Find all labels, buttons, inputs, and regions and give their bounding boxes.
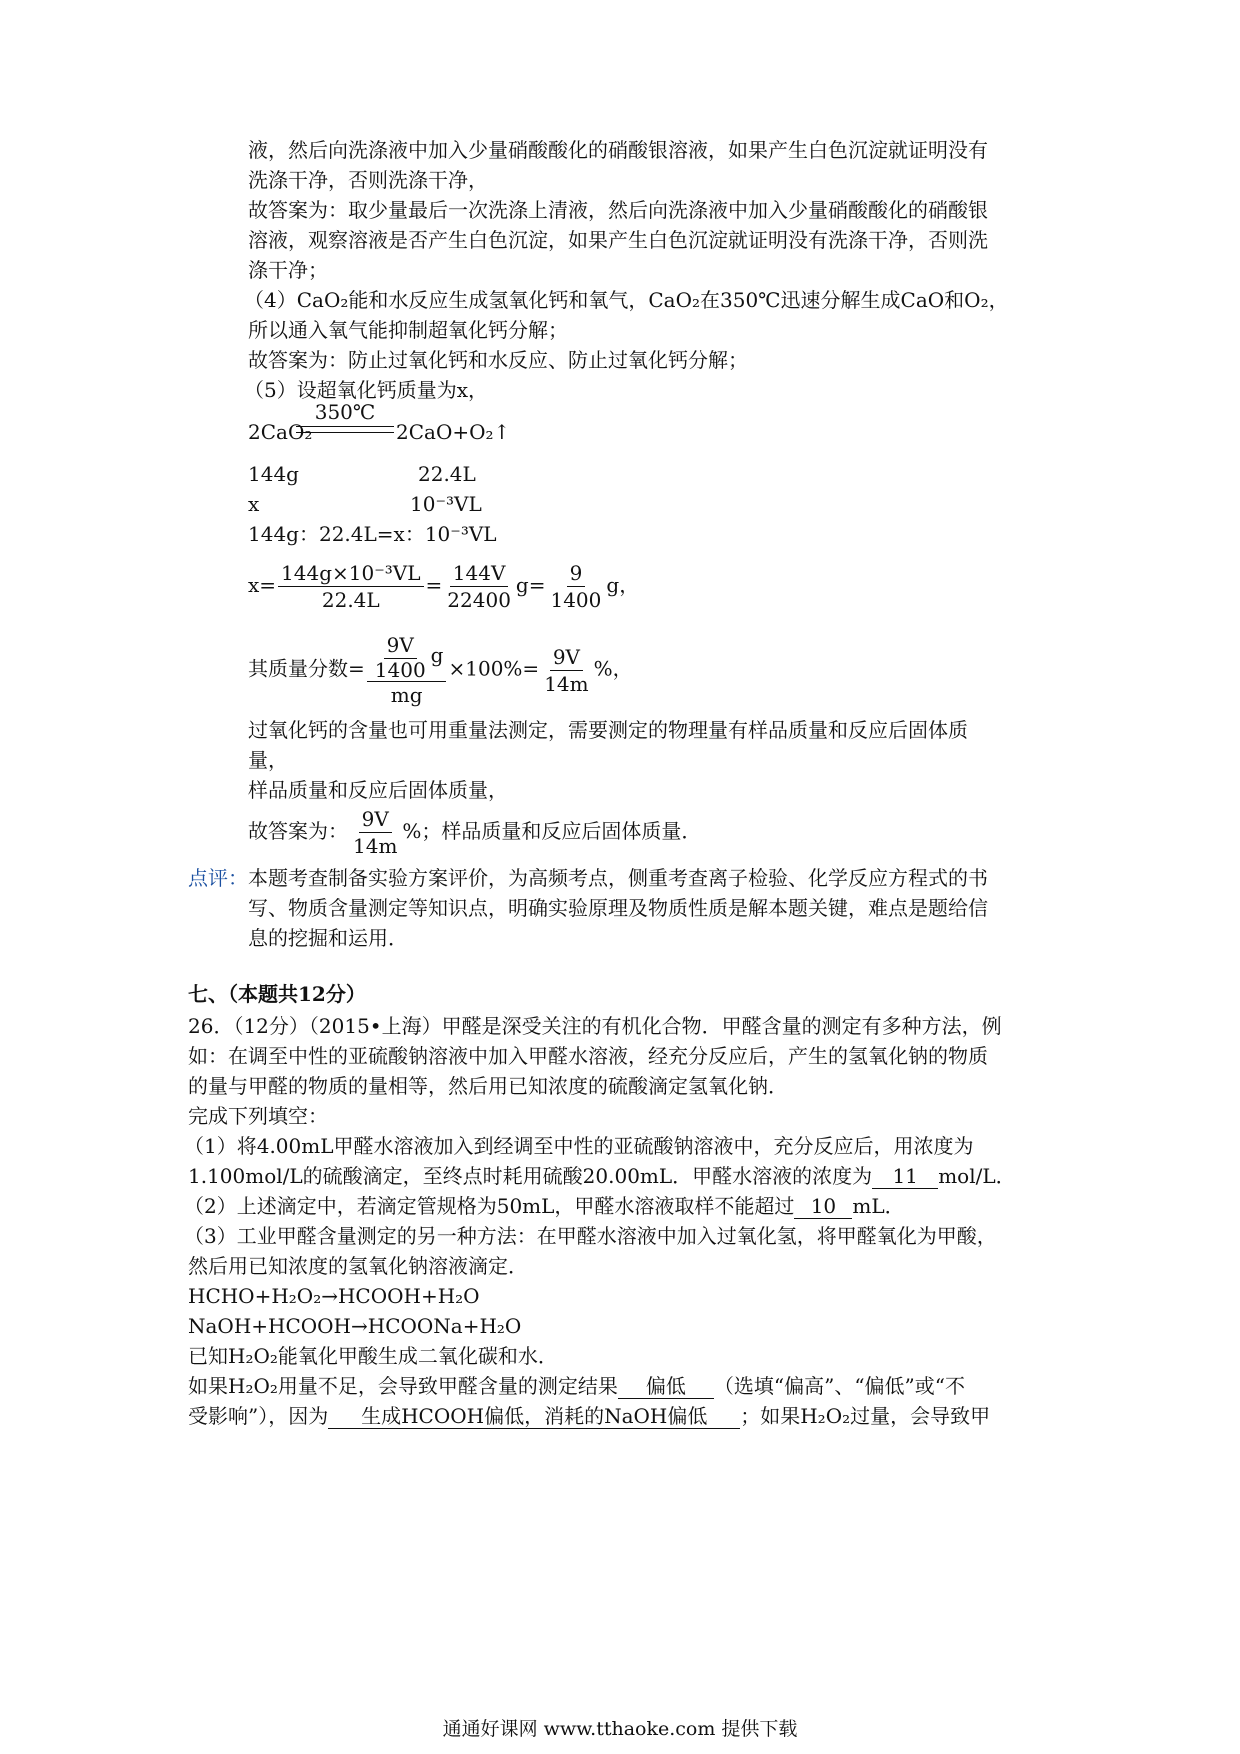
text-line: （4）CaO₂能和水反应生成氢氧化钙和氧气，CaO₂在350℃迅速分解生成CaO和O₂， xyxy=(244,288,1009,312)
compound-fraction: $\frac{9V}{1400}$ g mg xyxy=(367,632,447,708)
text-line: （5）设超氧化钙质量为x， xyxy=(244,378,489,402)
text-line: 涤干净； xyxy=(248,258,328,282)
mass-fraction-formula: 其质量分数= $\frac{9V}{1400}$ g mg ×100%= $\frac{9V}{14m}$ %， xyxy=(248,633,633,707)
question-line: 如：在调至中性的亚硫酸钠溶液中加入甲醛水溶液，经充分反应后，产生的氢氧化钠的物质 xyxy=(188,1044,988,1068)
equation-line: NaOH+HCOOH→HCOONa+H₂O xyxy=(188,1314,522,1338)
equation-left: 2CaO₂ xyxy=(248,420,313,444)
comment-line: 息的挖掘和运用． xyxy=(248,926,408,950)
ratio-row-b: 22.4L xyxy=(418,462,476,486)
question-line: 已知H₂O₂能氧化甲酸生成二氧化碳和水． xyxy=(188,1344,558,1368)
comment-line: 本题考查制备实验方案评价，为高频考点，侧重考查离子检验、化学反应方程式的书 xyxy=(248,866,988,890)
text-line: 故答案为：取少量最后一次洗涤上清液，然后向洗涤液中加入少量硝酸酸化的硝酸银 xyxy=(248,198,988,222)
question-line: 完成下列填空： xyxy=(188,1104,328,1128)
answer-line: 故答案为： $\frac{9V}{14m}$ %；样品质量和反应后固体质量． xyxy=(248,807,702,858)
fraction: $\frac{9V}{14m}$ xyxy=(353,807,398,858)
equation-right: 2CaO+O₂↑ xyxy=(396,420,511,444)
equation-line: HCHO+H₂O₂→HCOOH+H₂O xyxy=(188,1284,480,1308)
page-footer: 通通好课网 www.tthaoke.com 提供下载 xyxy=(442,1718,798,1740)
question-line: 26．（12分）（2015•上海）甲醛是深受关注的有机化合物．甲醛含量的测定有多种方法，例 xyxy=(188,1014,1002,1038)
question-line: 1.100mol/L的硫酸滴定，至终点时耗用硫酸20.00mL．甲醛水溶液的浓度为 11 mol/L． xyxy=(188,1164,1016,1188)
text-line: 液，然后向洗涤液中加入少量硝酸酸化的硝酸银溶液，如果产生白色沉淀就证明没有 xyxy=(248,138,988,162)
fraction: $\frac{9}{1400}$ xyxy=(550,561,602,612)
text-line: 所以通入氧气能抑制超氧化钙分解； xyxy=(248,318,568,342)
text-line: 量， xyxy=(248,748,288,772)
question-line: 然后用已知浓度的氢氧化钠溶液滴定． xyxy=(188,1254,528,1278)
text-line: 故答案为：防止过氧化钙和水反应、防止过氧化钙分解； xyxy=(248,348,748,372)
comment-line: 写、物质含量测定等知识点，明确实验原理及物质性质是解本题关键，难点是题给信 xyxy=(248,896,988,920)
question-line: （2）上述滴定中，若滴定管规格为50mL，甲醛水溶液取样不能超过 10 mL． xyxy=(184,1194,905,1218)
section-heading: 七、（本题共12分） xyxy=(188,982,366,1006)
question-line: （3）工业甲醛含量测定的另一种方法：在甲醛水溶液中加入过氧化氢，将甲醛氧化为甲酸， xyxy=(184,1224,997,1248)
answer-blank: 偏低 xyxy=(618,1374,714,1399)
answer-blank: 10 xyxy=(794,1194,852,1219)
question-line: 的量与甲醛的物质的量相等，然后用已知浓度的硫酸滴定氢氧化钠． xyxy=(188,1074,788,1098)
fraction: $\frac{144V}{22400}$ xyxy=(447,561,511,612)
text-line: 样品质量和反应后固体质量， xyxy=(248,778,508,802)
text-line: 溶液，观察溶液是否产生白色沉淀，如果产生白色沉淀就证明没有洗涤干净，否则洗 xyxy=(248,228,988,252)
question-line: （1）将4.00mL甲醛水溶液加入到经调至中性的亚硫酸钠溶液中，充分反应后，用浓度为 xyxy=(184,1134,974,1158)
fraction: $\frac{\text{144g×10⁻³VL}}{22.4L}$ xyxy=(278,560,423,613)
ratio-proportion: 144g：22.4L=x：10⁻³VL xyxy=(248,522,497,546)
comment-label: 点评： xyxy=(188,866,248,890)
ratio-row-a: 144g xyxy=(248,462,299,486)
question-line: 受影响”），因为 生成HCOOH偏低，消耗的NaOH偏低 ；如果H₂O₂过量，会导致甲 xyxy=(188,1404,991,1428)
question-line: 如果H₂O₂用量不足，会导致甲醛含量的测定结果 偏低 （选填“偏高”、“偏低”或“不 xyxy=(188,1374,965,1398)
reaction-condition: 350℃ xyxy=(314,400,376,424)
answer-blank: 生成HCOOH偏低，消耗的NaOH偏低 xyxy=(328,1404,740,1429)
fraction: $\frac{9V}{14m}$ xyxy=(544,644,589,696)
ratio-row-b: 10⁻³VL xyxy=(410,492,482,516)
text-line: 过氧化钙的含量也可用重量法测定，需要测定的物理量有样品质量和反应后固体质 xyxy=(248,718,968,742)
reaction-double-line xyxy=(296,426,394,433)
x-formula: x= $\frac{\text{144g×10⁻³VL}}{22.4L}$ = $\frac{144V}{22400}$ g= $\frac{9}{1400}$ g， xyxy=(248,561,640,612)
ratio-row-a: x xyxy=(248,492,260,516)
answer-blank: 11 xyxy=(872,1164,938,1189)
text-line: 洗涤干净，否则洗涤干净， xyxy=(248,168,488,192)
